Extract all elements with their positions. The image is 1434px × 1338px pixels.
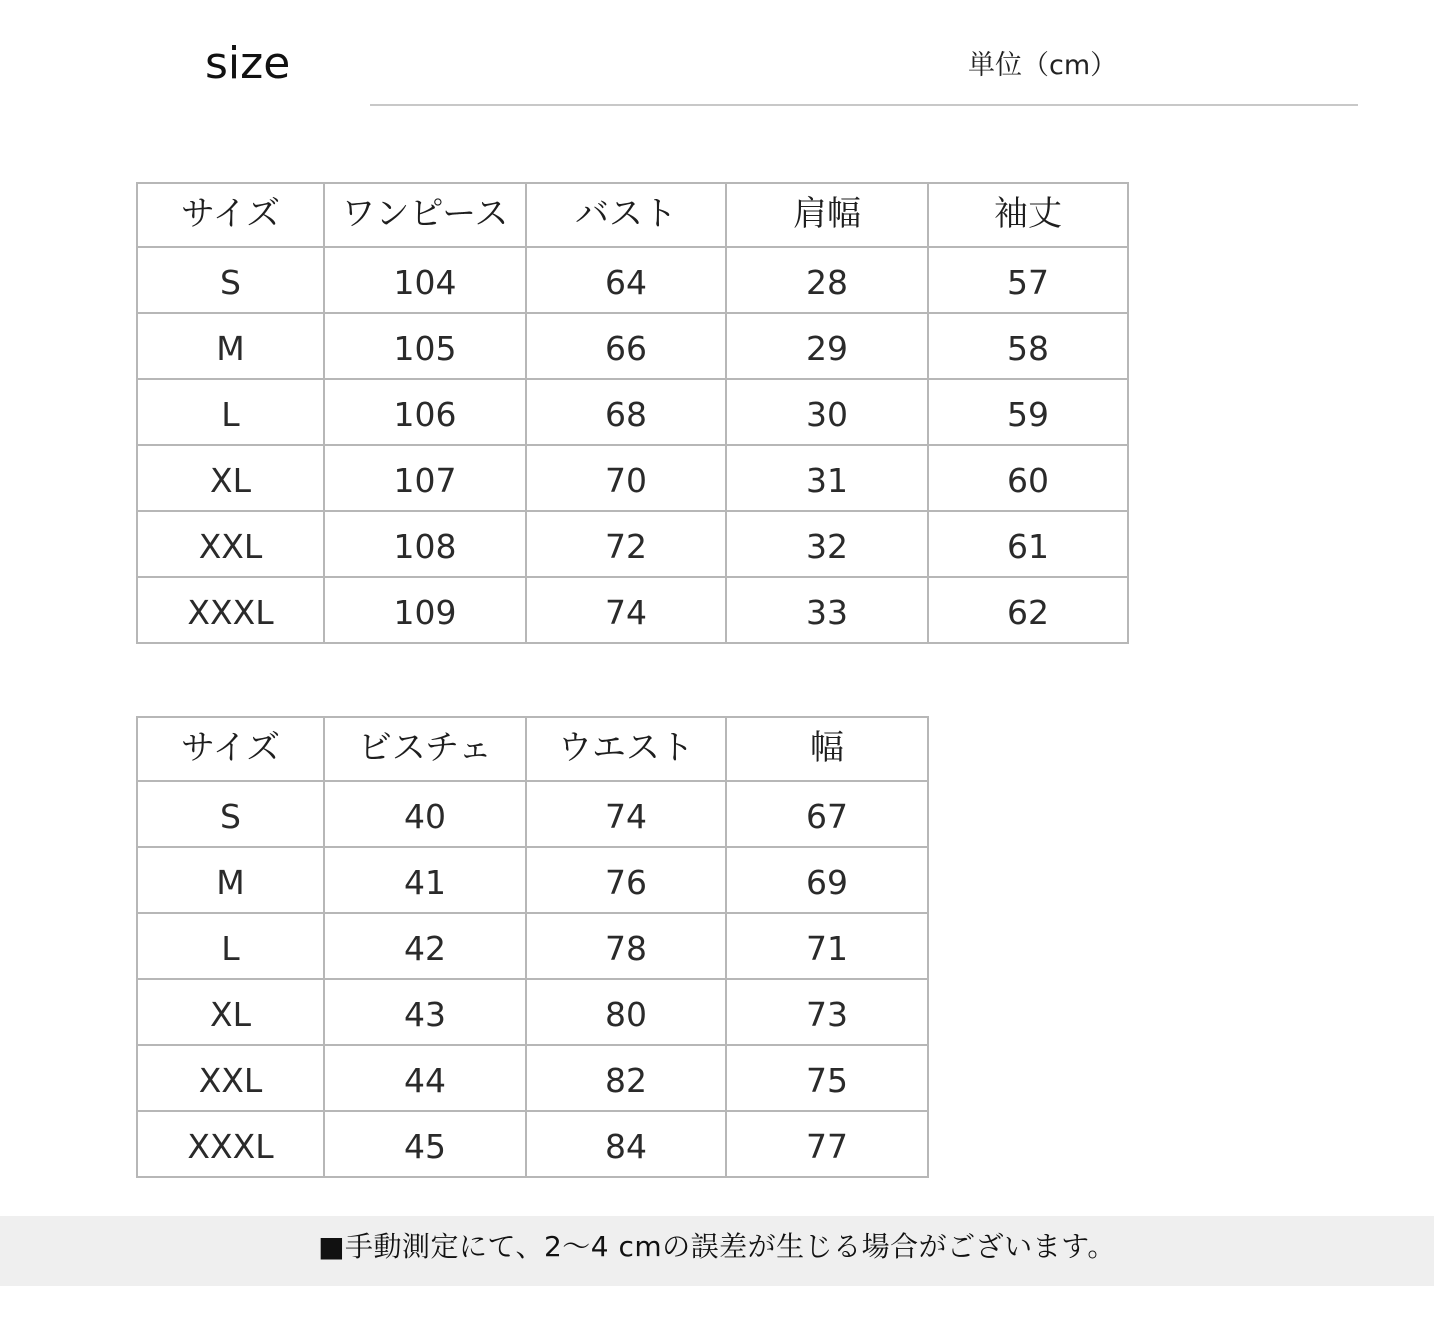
- table-cell: 70: [526, 445, 726, 511]
- table-cell: 62: [928, 577, 1128, 643]
- table-cell: XXXL: [137, 577, 324, 643]
- table-row: [137, 1111, 928, 1177]
- column-header: ビスチェ: [324, 717, 526, 781]
- table-cell: 61: [928, 511, 1128, 577]
- table-cell: 106: [324, 379, 526, 445]
- table-cell: 45: [324, 1111, 526, 1177]
- table-cell: 67: [726, 781, 928, 847]
- table-cell: 29: [726, 313, 928, 379]
- header-divider: [370, 104, 1358, 106]
- table-cell: L: [137, 379, 324, 445]
- column-header: 幅: [726, 717, 928, 781]
- table-cell: XXL: [137, 1045, 324, 1111]
- table-row: [137, 313, 1128, 379]
- table-cell: 73: [726, 979, 928, 1045]
- table-cell: 40: [324, 781, 526, 847]
- column-header: サイズ: [137, 183, 324, 247]
- size-table-bustier: [136, 716, 929, 1178]
- table-cell: 64: [526, 247, 726, 313]
- table-cell: 44: [324, 1045, 526, 1111]
- column-header: サイズ: [137, 717, 324, 781]
- table-cell: 31: [726, 445, 928, 511]
- column-header: バスト: [526, 183, 726, 247]
- column-header: ウエスト: [526, 717, 726, 781]
- table-row: [137, 781, 928, 847]
- table-cell: 74: [526, 577, 726, 643]
- table-cell: 78: [526, 913, 726, 979]
- table-cell: 76: [526, 847, 726, 913]
- table-cell: 74: [526, 781, 726, 847]
- column-header: 肩幅: [726, 183, 928, 247]
- table-cell: 77: [726, 1111, 928, 1177]
- table-cell: 72: [526, 511, 726, 577]
- table-row: [137, 1045, 928, 1111]
- table-row: [137, 979, 928, 1045]
- table-cell: 108: [324, 511, 526, 577]
- table-row: [137, 577, 1128, 643]
- table-cell: L: [137, 913, 324, 979]
- table-row: [137, 847, 928, 913]
- table-row: [137, 247, 1128, 313]
- table-cell: 104: [324, 247, 526, 313]
- table-cell: M: [137, 847, 324, 913]
- table-cell: 60: [928, 445, 1128, 511]
- table-cell: XL: [137, 979, 324, 1045]
- table-cell: M: [137, 313, 324, 379]
- table-row: [137, 913, 928, 979]
- table-cell: 58: [928, 313, 1128, 379]
- unit-label: 単位（cm）: [968, 50, 1118, 81]
- table-cell: 42: [324, 913, 526, 979]
- table-cell: XXXL: [137, 1111, 324, 1177]
- size-table-onepiece: [136, 182, 1129, 644]
- column-header: ワンピース: [324, 183, 526, 247]
- measurement-note-bar: [0, 1216, 1434, 1286]
- table-cell: 71: [726, 913, 928, 979]
- table-cell: 28: [726, 247, 928, 313]
- table-row: [137, 511, 1128, 577]
- column-header: 袖丈: [928, 183, 1128, 247]
- table-cell: 33: [726, 577, 928, 643]
- table-cell: 109: [324, 577, 526, 643]
- table-cell: S: [137, 781, 324, 847]
- table-cell: 84: [526, 1111, 726, 1177]
- table-row: [137, 379, 1128, 445]
- table-cell: 32: [726, 511, 928, 577]
- measurement-note: ■手動測定にて、2〜4 cmの誤差が生じる場合がございます。: [318, 1230, 1116, 1263]
- table-cell: 105: [324, 313, 526, 379]
- table-cell: 30: [726, 379, 928, 445]
- size-title: size: [205, 38, 291, 89]
- table-cell: 82: [526, 1045, 726, 1111]
- table-header-row: [137, 183, 1128, 247]
- table-cell: 59: [928, 379, 1128, 445]
- table-cell: 107: [324, 445, 526, 511]
- table-row: [137, 445, 1128, 511]
- table-cell: 69: [726, 847, 928, 913]
- table-cell: 68: [526, 379, 726, 445]
- table-cell: S: [137, 247, 324, 313]
- table-cell: 41: [324, 847, 526, 913]
- table-cell: XL: [137, 445, 324, 511]
- table-cell: 75: [726, 1045, 928, 1111]
- table-cell: 80: [526, 979, 726, 1045]
- table-cell: 43: [324, 979, 526, 1045]
- table-cell: 66: [526, 313, 726, 379]
- table-header-row: [137, 717, 928, 781]
- table-cell: XXL: [137, 511, 324, 577]
- table-cell: 57: [928, 247, 1128, 313]
